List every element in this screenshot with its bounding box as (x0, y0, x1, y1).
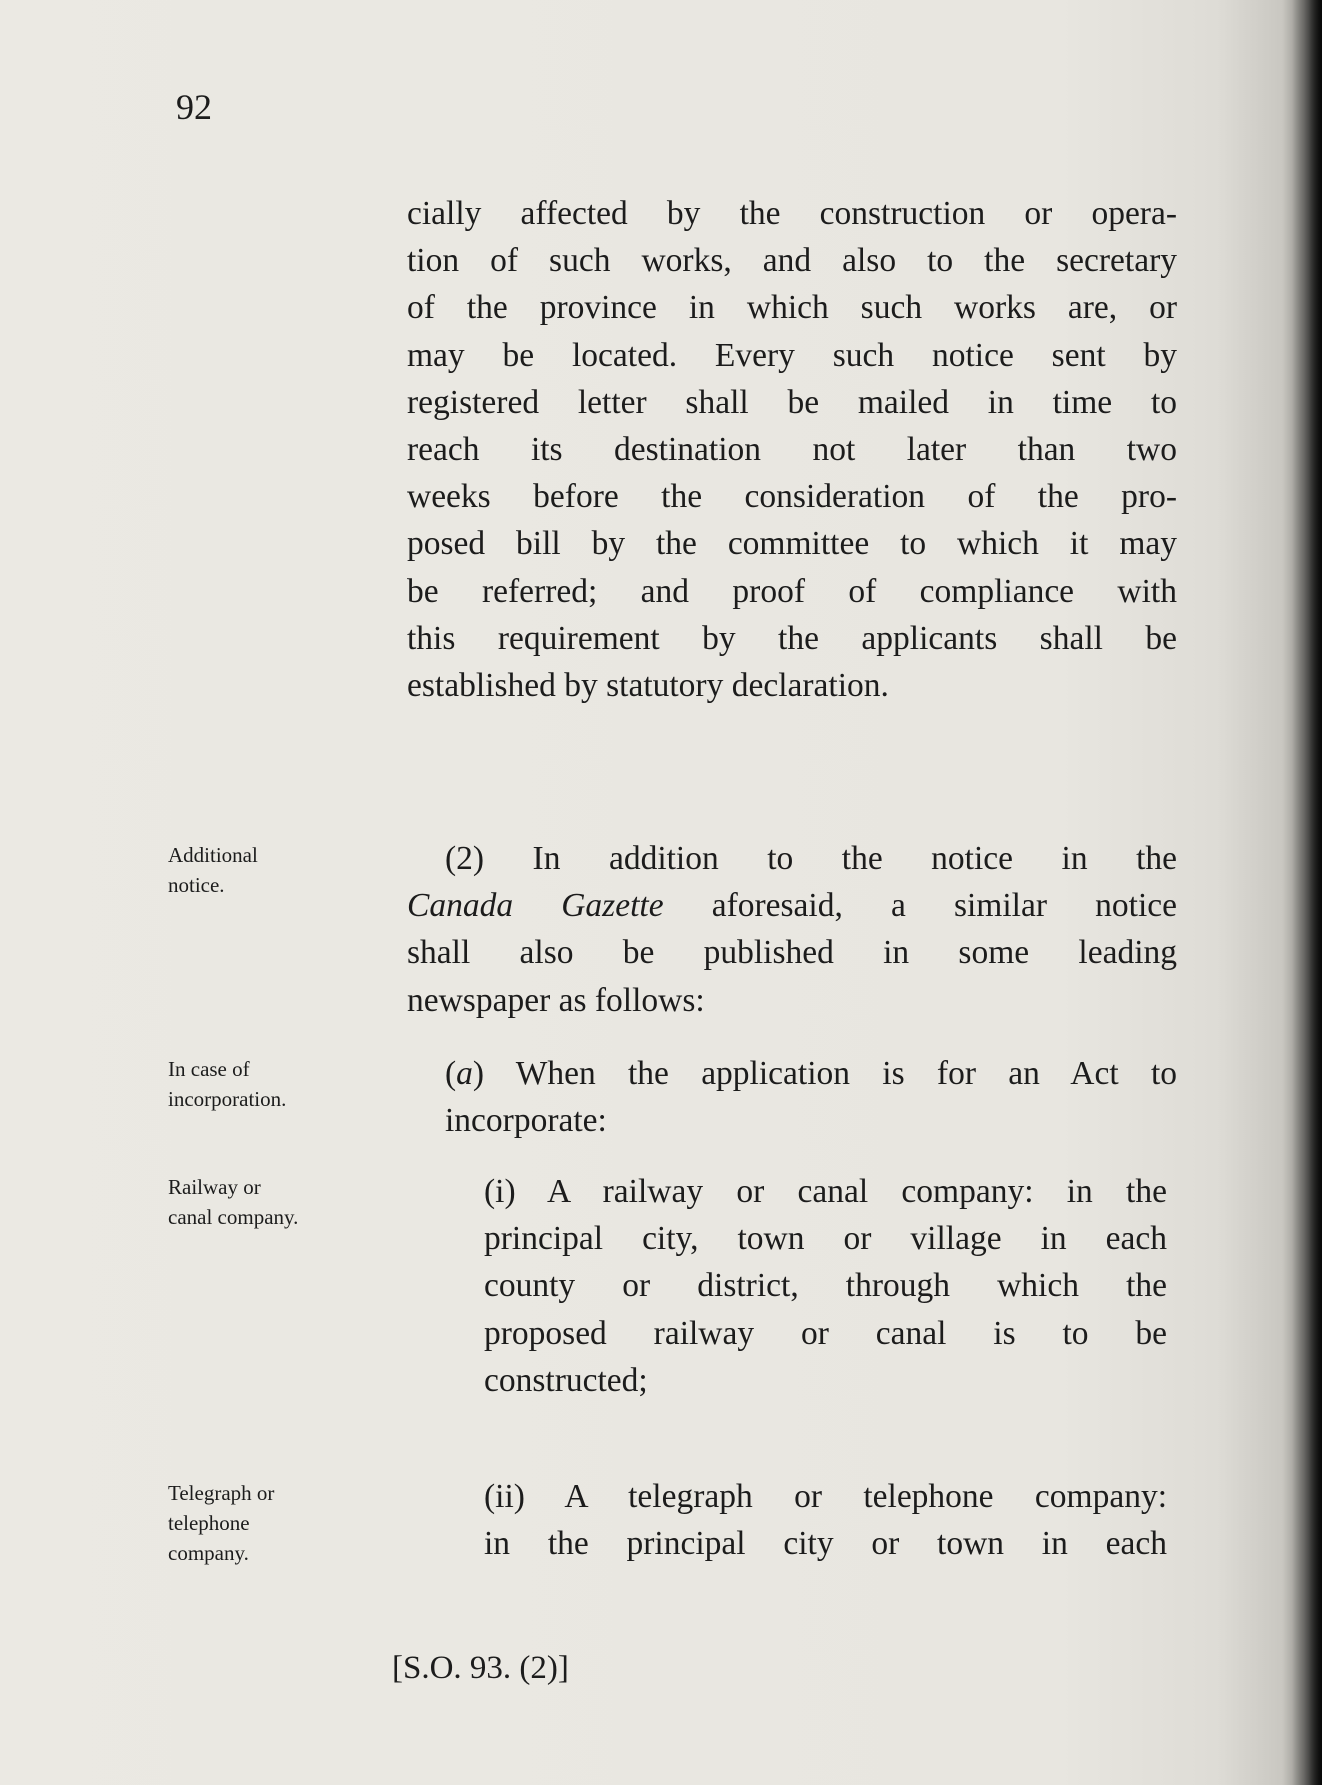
paragraph-line: tion of such works, and also to the secretary (407, 242, 1177, 280)
margin-note-railway (168, 1172, 368, 1232)
paragraph-line: of the province in which such works are, or (407, 289, 1177, 327)
margin-note-additional-notice (168, 840, 368, 900)
clause-line: incorporate: (445, 1102, 607, 1140)
paragraph-line: established by statutory declaration. (407, 667, 889, 705)
clause-line: (ii) A telegraph or telephone company: (484, 1478, 1167, 1515)
publication-name: Canada Gazette (407, 887, 664, 925)
margin-note-incorporation (168, 1054, 368, 1114)
paragraph-line: weeks before the consideration of the pro- (407, 478, 1177, 516)
paragraph-line: newspaper as follows: (407, 981, 705, 1019)
paragraph-line: posed bill by the committee to which it may (407, 525, 1177, 563)
clause-line: (i) A railway or canal company: in the (484, 1173, 1167, 1210)
paragraph-line: reach its destination not later than two (407, 431, 1177, 469)
clause-line: in the principal city or town in each (484, 1525, 1167, 1563)
page-number: 92 (176, 87, 212, 127)
clause-line (407, 1050, 1177, 1097)
standing-order-reference: [S.O. 93. (2)] (392, 1650, 569, 1686)
clause-line: county or district, through which the (484, 1267, 1167, 1305)
paragraph-line (407, 882, 1177, 929)
paragraph-line: registered letter shall be mailed in time to (407, 383, 1177, 421)
clause-line: proposed railway or canal is to be (484, 1314, 1167, 1352)
margin-note-line: Telegraph or (168, 1481, 275, 1505)
clause-line: principal city, town or village in each (484, 1220, 1167, 1258)
clause-letter: a (456, 1055, 473, 1092)
clause-label: ) (472, 1055, 485, 1092)
paragraph-1 (407, 190, 1177, 709)
paragraph-line: this requirement by the applicants shall be (407, 619, 1177, 657)
margin-note-line: canal company. (168, 1205, 299, 1229)
margin-note-telegraph (168, 1478, 368, 1568)
margin-note-line: Additional (168, 843, 258, 867)
paragraph-line: cially affected by the construction or opera- (407, 195, 1177, 232)
paragraph-fragment: aforesaid, a similar notice (663, 887, 1177, 925)
binding-shadow (1292, 0, 1322, 1785)
clause-label: ( (445, 1055, 457, 1092)
clause-i (484, 1168, 1167, 1404)
clause-a (407, 1050, 1177, 1144)
margin-note-line: company. (168, 1541, 249, 1565)
margin-note-line: incorporation. (168, 1087, 287, 1111)
margin-note-line: Railway or (168, 1175, 261, 1199)
margin-note-line: notice. (168, 873, 225, 897)
paragraph-line: be referred; and proof of compliance with (407, 572, 1177, 610)
margin-note-line: In case of (168, 1057, 250, 1081)
paragraph-line: shall also be published in some leading (407, 934, 1177, 972)
clause-ii (484, 1473, 1167, 1567)
margin-note-line: telephone (168, 1511, 250, 1535)
paragraph-line: may be located. Every such notice sent by (407, 336, 1177, 374)
paragraph-2 (407, 835, 1177, 1024)
clause-fragment: When the application is for an Act to (484, 1055, 1177, 1092)
clause-line: constructed; (484, 1361, 648, 1399)
paragraph-line: (2) In addition to the notice in the (445, 840, 1177, 877)
